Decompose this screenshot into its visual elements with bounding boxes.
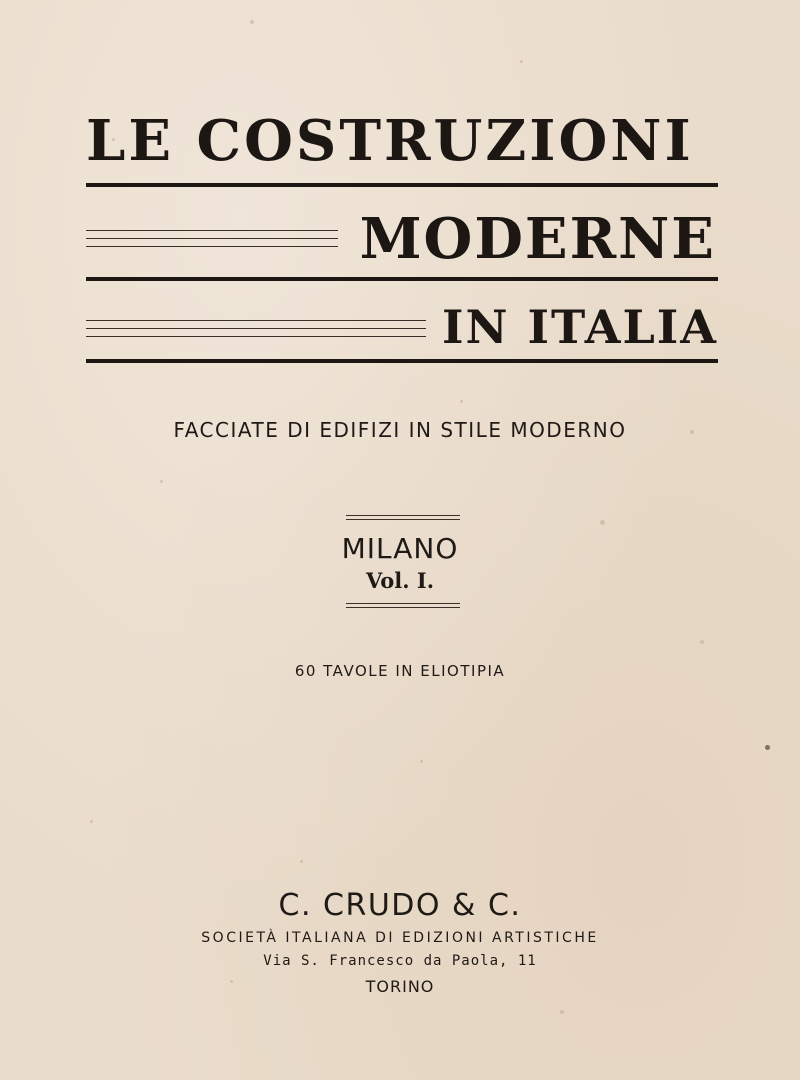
publisher-city: TORINO — [365, 977, 435, 996]
volume-label: Vol. I. — [365, 568, 435, 593]
ornament-rule — [346, 515, 460, 516]
ornament-rule — [346, 607, 460, 608]
publisher-name: C. CRUDO & C. — [278, 888, 522, 923]
plates-note: 60 TAVOLE IN ELIOTIPIA — [294, 662, 506, 680]
paper-speck — [460, 400, 463, 403]
title-rule — [86, 277, 718, 281]
title-line-1: LE COSTRUZIONI — [86, 108, 694, 174]
title-line-3: IN ITALIA — [441, 300, 718, 354]
title-rule — [86, 359, 718, 363]
paper-speck — [300, 860, 303, 863]
paper-speck — [520, 60, 523, 63]
subtitle: FACCIATE DI EDIFIZI IN STILE MODERNO — [173, 418, 627, 442]
paper-speck — [700, 640, 704, 644]
title-line-2: MODERNE — [359, 206, 716, 272]
city-label: MILANO — [341, 532, 459, 565]
ornament-line — [86, 328, 426, 329]
title-rule — [86, 183, 718, 187]
ornament-line — [86, 320, 426, 321]
publisher-address: Via S. Francesco da Paola, 11 — [263, 953, 537, 969]
ornament-rule — [346, 603, 460, 604]
paper-speck — [560, 1010, 564, 1014]
ornament-rule — [346, 519, 460, 520]
paper-speck — [90, 820, 93, 823]
ornament-line — [86, 238, 338, 239]
paper-speck — [765, 745, 770, 750]
ornament-line — [86, 246, 338, 247]
paper-speck — [250, 20, 254, 24]
paper-speck — [420, 760, 423, 763]
paper-speck — [600, 520, 605, 525]
ornament-line — [86, 230, 338, 231]
paper-speck — [160, 480, 163, 483]
publisher-society: SOCIETÀ ITALIANA DI EDIZIONI ARTISTICHE — [201, 930, 599, 946]
ornament-line — [86, 336, 426, 337]
